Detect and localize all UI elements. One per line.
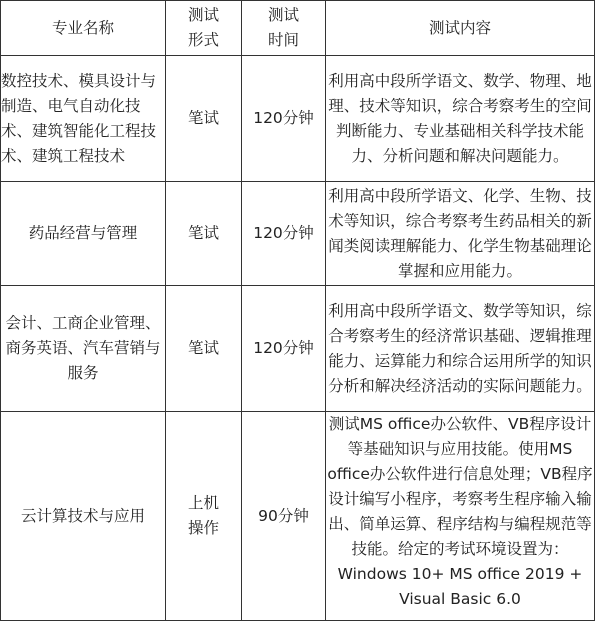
test-content-cell [326, 412, 595, 621]
table-row [1, 412, 595, 621]
header-test-content: 测试内容 [326, 1, 595, 56]
test-time-cell: 120分钟 [242, 286, 326, 412]
test-form-cell: 笔试 [166, 182, 242, 286]
test-content-text: 测试MS office办公软件、VB程序设计等基础知识与应用技能。使用MS office办公软件进行信息处理；VB程序设计编写小程序，考察考生程序输入输出、简单运算、程序结构与编程规范等技能。给定的考试环境设置为：Windows 10+ MS office 2019 + Visual Basic 6.0 [327, 415, 593, 608]
major-cell: 药品经营与管理 [1, 182, 166, 286]
test-form-cell: 笔试 [166, 286, 242, 412]
test-time-cell: 120分钟 [242, 56, 326, 182]
table-row [1, 56, 595, 182]
major-cell: 会计、工商企业管理、商务英语、汽车营销与服务 [1, 286, 166, 412]
test-content-cell: 利用高中段所学语文、数学、物理、地理、技术等知识，综合考察考生的空间判断能力、专业基础相关科学技术能力、分析问题和解决问题能力。 [326, 56, 595, 182]
test-form-cell [166, 412, 242, 621]
major-cell: 数控技术、模具设计与制造、电气自动化技术、建筑智能化工程技术、建筑工程技术 [1, 56, 166, 182]
test-time-cell: 120分钟 [242, 182, 326, 286]
header-test-form [166, 1, 242, 56]
table-header-row [1, 1, 595, 56]
header-test-time-label: 测试时间 [267, 6, 299, 49]
table-row [1, 182, 595, 286]
header-test-time [242, 1, 326, 56]
major-cell: 云计算技术与应用 [1, 412, 166, 621]
test-content-cell: 利用高中段所学语文、数学等知识，综合考察考生的经济常识基础、逻辑推理能力、运算能力和综合运用所学的知识分析和解决经济活动的实际问题能力。 [326, 286, 595, 412]
test-time-cell: 90分钟 [242, 412, 326, 621]
test-form-cell: 笔试 [166, 56, 242, 182]
test-form-label: 上机操作 [187, 494, 219, 537]
test-content-cell: 利用高中段所学语文、化学、生物、技术等知识，综合考察考生药品相关的新闻类阅读理解能力、化学生物基础理论掌握和应用能力。 [326, 182, 595, 286]
header-test-form-label: 测试形式 [187, 6, 219, 49]
table-row [1, 286, 595, 412]
header-major: 专业名称 [1, 1, 166, 56]
